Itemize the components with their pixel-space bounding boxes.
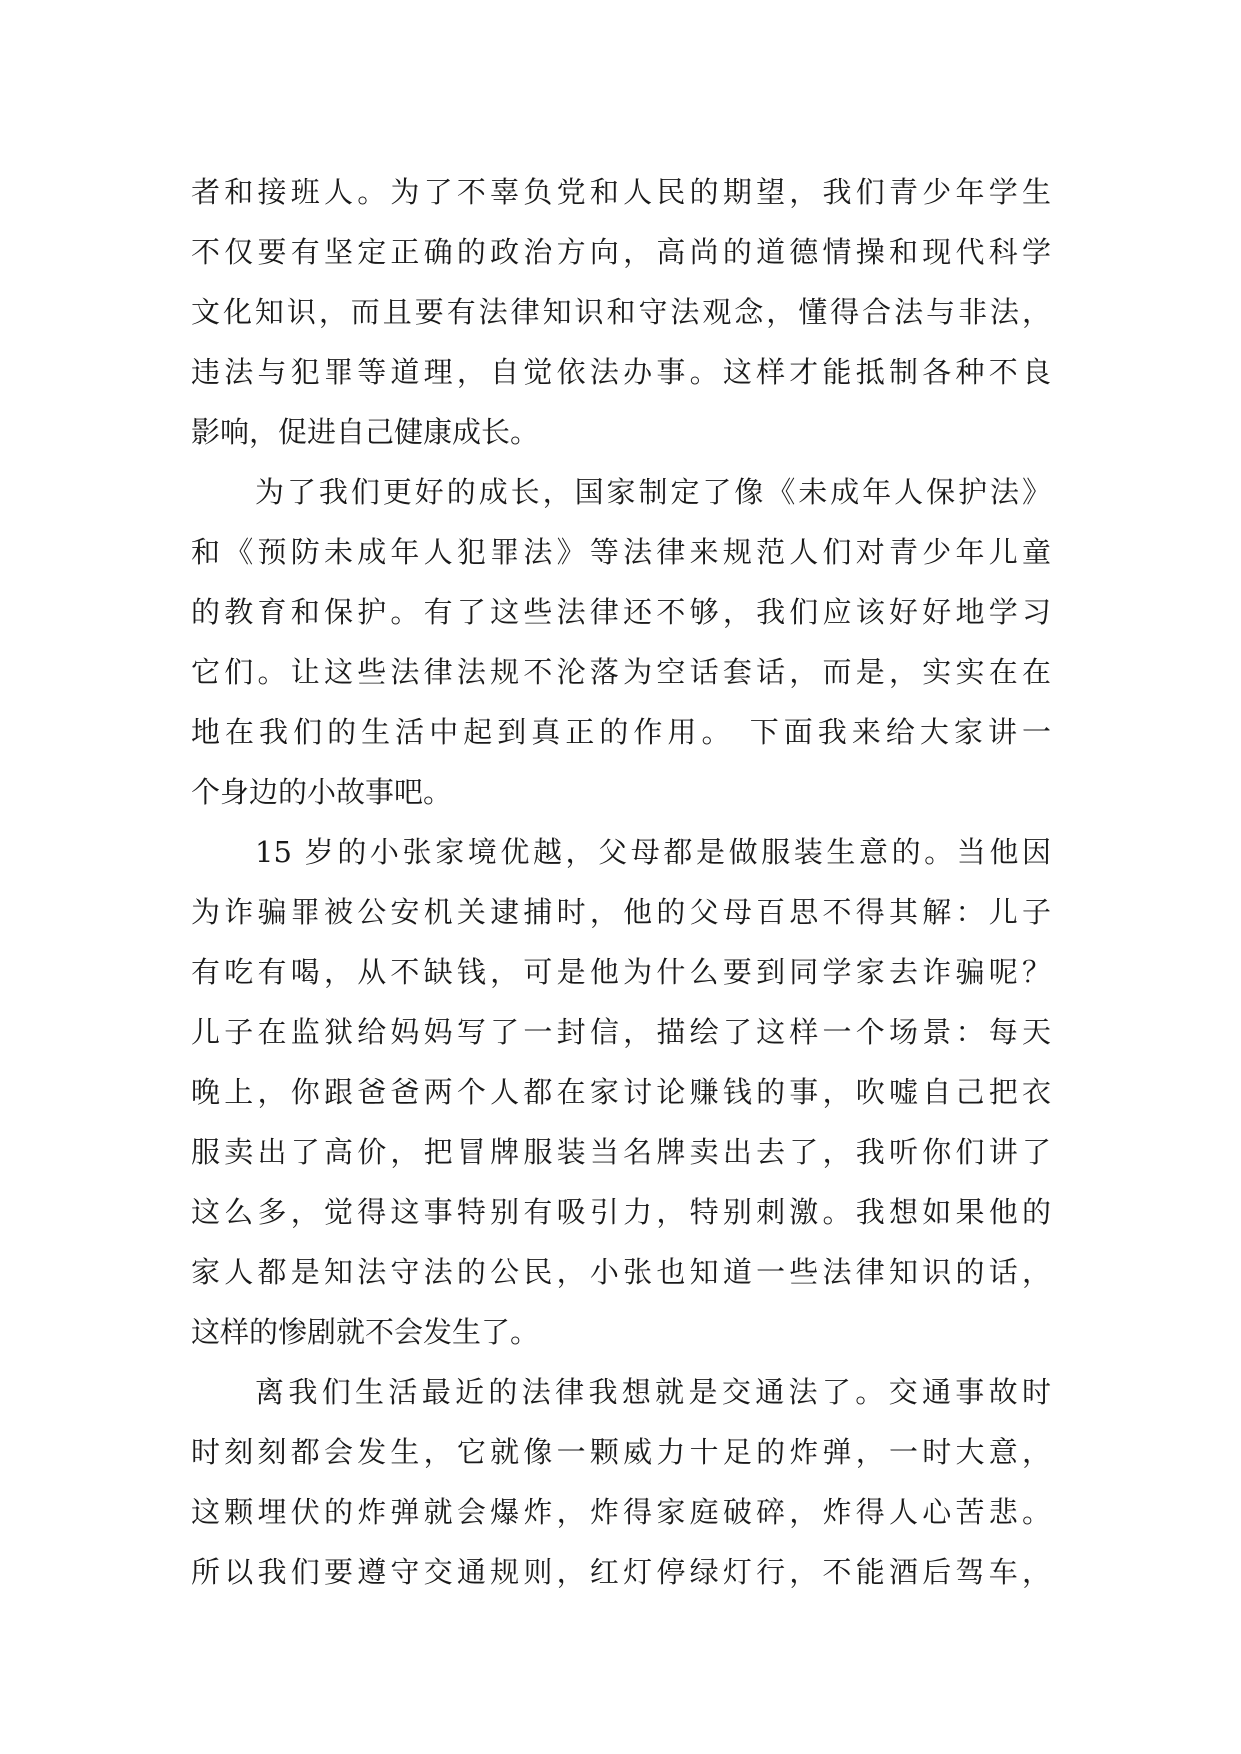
text-line: 15 岁的小张家境优越，父母都是做服装生意的。当他因: [255, 835, 1051, 869]
text-line: 家人都是知法守法的公民，小张也知道一些法律知识的话，: [191, 1255, 1051, 1289]
text-line: 所以我们要遵守交通规则，红灯停绿灯行，不能酒后驾车，: [191, 1555, 1051, 1589]
text-line: 晚上，你跟爸爸两个人都在家讨论赚钱的事，吹嘘自己把衣: [191, 1075, 1051, 1109]
text-line: 违法与犯罪等道理，自觉依法办事。这样才能抵制各种不良: [191, 355, 1051, 389]
text-line: 有吃有喝，从不缺钱，可是他为什么要到同学家去诈骗呢？: [191, 955, 1051, 989]
text-line: 文化知识，而且要有法律知识和守法观念，懂得合法与非法，: [191, 295, 1051, 329]
paragraph-1: [191, 162, 1051, 462]
document-body: [191, 162, 1051, 1602]
text-line: 和《预防未成年人犯罪法》等法律来规范人们对青少年儿童: [191, 535, 1051, 569]
text-line: 它们。让这些法律法规不沦落为空话套话，而是，实实在在: [191, 655, 1051, 689]
paragraph-3: [191, 822, 1051, 1362]
text-line: 为了我们更好的成长，国家制定了像《未成年人保护法》: [255, 475, 1051, 509]
paragraph-4: [191, 1362, 1051, 1602]
text-line: 儿子在监狱给妈妈写了一封信，描绘了这样一个场景：每天: [191, 1015, 1051, 1049]
text-line: 时刻刻都会发生，它就像一颗威力十足的炸弹，一时大意，: [191, 1435, 1051, 1469]
text-line: 影响，促进自己健康成长。: [191, 415, 540, 449]
text-line: 地在我们的生活中起到真正的作用。 下面我来给大家讲一: [191, 715, 1051, 749]
text-line: 这样的惨剧就不会发生了。: [191, 1315, 540, 1349]
text-line: 个身边的小故事吧。: [191, 775, 453, 809]
text-line: 这么多，觉得这事特别有吸引力，特别刺激。我想如果他的: [191, 1195, 1051, 1229]
text-line: 这颗埋伏的炸弹就会爆炸，炸得家庭破碎，炸得人心苦悲。: [191, 1495, 1051, 1529]
text-line: 离我们生活最近的法律我想就是交通法了。交通事故时: [255, 1375, 1051, 1409]
text-line: 者和接班人。为了不辜负党和人民的期望，我们青少年学生: [191, 175, 1051, 209]
text-line: 的教育和保护。有了这些法律还不够，我们应该好好地学习: [191, 595, 1051, 629]
text-line: 不仅要有坚定正确的政治方向，高尚的道德情操和现代科学: [191, 235, 1051, 269]
text-line: 服卖出了高价，把冒牌服装当名牌卖出去了，我听你们讲了: [191, 1135, 1051, 1169]
paragraph-2: [191, 462, 1051, 822]
text-line: 为诈骗罪被公安机关逮捕时，他的父母百思不得其解：儿子: [191, 895, 1051, 929]
